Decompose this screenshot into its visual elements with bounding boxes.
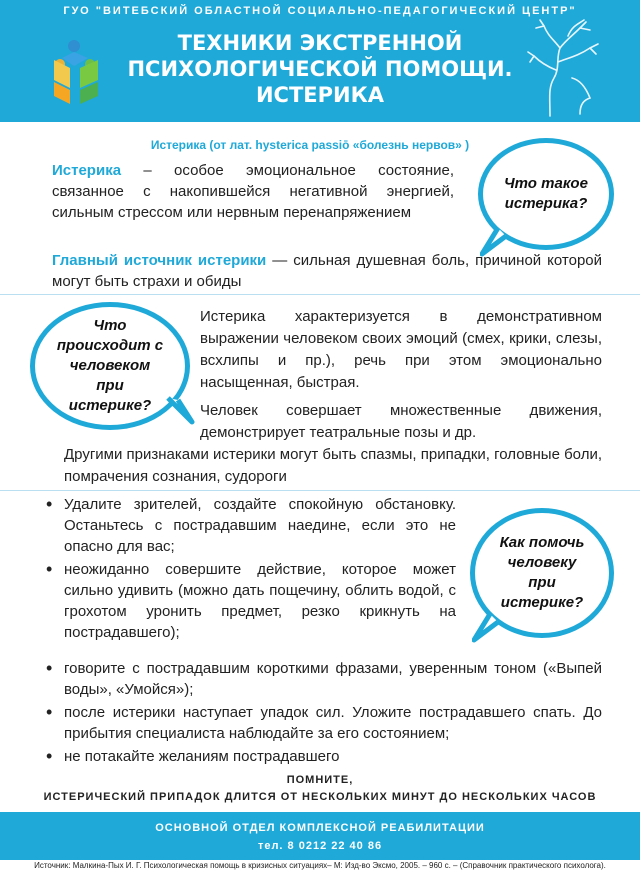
bubble-tail-icon (480, 228, 510, 258)
term-istericka: Истерика (52, 162, 122, 179)
help-list-top (46, 494, 456, 645)
footer-banner (0, 812, 640, 860)
source-citation: Источник: Малкина-Пых И. Г. Психологическая помощь в кризисных ситуациях– М: Изд-во Эксмо, 2005. – 960 с. – (Справочник практического психолога). (34, 861, 606, 870)
list-item: • говорите с пострадавшим короткими фразами, уверенным тоном («Выпей воды», «Умойся»); (46, 658, 602, 700)
definition-paragraph (52, 160, 454, 223)
logo-icon (40, 38, 112, 110)
list-item: • Удалите зрителей, создайте спокойную обстановку. Останьтесь с пострадавшим наедине, если это не опасно для вас; (46, 494, 456, 557)
phone-number: тел. 8 0212 22 40 86 (257, 840, 383, 852)
bubble-tail-icon (164, 396, 196, 426)
term-main-source: Главный источник истерики (52, 252, 267, 269)
remember-heading: ПОМНИТЕ, (286, 774, 354, 786)
department-name: ОСНОВНОЙ ОТДЕЛ КОМПЛЕКСНОЙ РЕАБИЛИТАЦИИ (155, 822, 485, 834)
remember-note (0, 772, 640, 806)
page-title: ТЕХНИКИ ЭКСТРЕННОЙ ПСИХОЛОГИЧЕСКОЙ ПОМОЩИ. ИСТЕРИКА (127, 31, 513, 107)
source-text: — сильная душевная боль, причиной которой могут быть страхи и обиды (52, 252, 603, 290)
header-banner (0, 0, 640, 122)
list-item: • после истерики наступает упадок сил. Уложите пострадавшего спать. До прибытия специалиста наблюдайте за его состоянием; (46, 702, 602, 744)
bubble-tail-icon (472, 614, 502, 644)
remember-text: ИСТЕРИЧЕСКИЙ ПРИПАДОК ДЛИТСЯ ОТ НЕСКОЛЬКИХ МИНУТ ДО НЕСКОЛЬКИХ ЧАСОВ (43, 791, 597, 803)
definition-text: – особое эмоциональное состояние, связанное с накопившейся негативной энергией, сильным стрессом или нервным перенапряжением (52, 162, 454, 221)
help-list-bottom (46, 658, 602, 769)
tree-head-icon (520, 18, 620, 118)
etymology-line: Истерика (от лат. hysterica passiō «болезнь нервов» ) (150, 138, 470, 152)
list-item: • не потакайте желаниям пострадавшего (46, 746, 602, 767)
bubble-what-is-text: Что такое истерика? (504, 175, 588, 212)
section-divider (0, 490, 640, 491)
bubble-what-happens-text: Что происходит с человеком при истерике? (56, 317, 164, 414)
bubble-how-to-help-text: Как помочь человеку при истерике? (499, 534, 585, 611)
other-signs-paragraph: Другими признаками истерики могут быть спазмы, припадки, головные боли, помрачения сознания, судороги (64, 446, 602, 485)
list-item: • неожиданно совершите действие, которое может сильно удивить (можно дать пощечину, облить водой, с грохотом уронить предмет, резко крикнуть на пострадавшего); (46, 559, 456, 643)
characteristics-paragraph: Истерика характеризуется в демонстративном выражении человеком своих эмоций (смех, крики, слезы, всхлипы и пр.), речь при этом эмоционально насыщенная, быстрая. (200, 308, 602, 391)
source-paragraph (52, 250, 602, 292)
organization-name: ГУО "ВИТЕБСКИЙ ОБЛАСТНОЙ СОЦИАЛЬНО-ПЕДАГОГИЧЕСКИЙ ЦЕНТР" (63, 5, 577, 17)
section-divider (0, 294, 640, 295)
movements-paragraph: Человек совершает множественные движения, демонстрирует театральные позы и др. (200, 402, 602, 441)
